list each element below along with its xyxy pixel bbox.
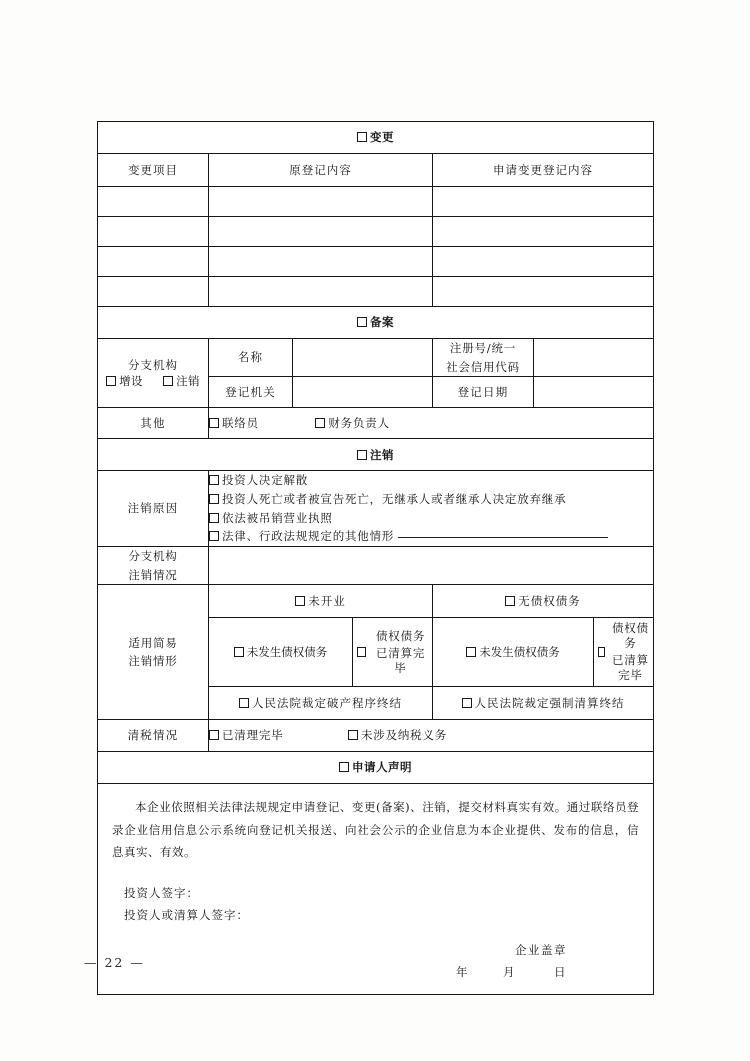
branch-cancel-checkbox-icon[interactable] — [163, 376, 173, 386]
left-debt-settled-label — [373, 628, 428, 677]
branch-regdate-label: 登记日期 — [433, 377, 534, 408]
branch-name-value[interactable] — [293, 339, 433, 377]
filing-band-row — [98, 307, 654, 339]
left-debt-settled-cell[interactable] — [353, 618, 433, 687]
not-opened-checkbox-icon[interactable] — [295, 596, 305, 606]
branch-name-label: 名称 — [209, 339, 293, 377]
bankruptcy-ended-checkbox-icon[interactable] — [239, 698, 249, 708]
finance-officer-label: 财务负责人 — [328, 416, 390, 430]
simple-no-debt-cell[interactable] — [433, 585, 654, 618]
cancel-reason-2-checkbox-icon[interactable] — [209, 494, 219, 504]
change-header-row — [98, 154, 654, 187]
branch-regdate-value[interactable] — [534, 377, 654, 408]
cancel-band-cell[interactable] — [98, 439, 654, 471]
table-row[interactable] — [98, 277, 654, 307]
change-applied-cell[interactable] — [433, 187, 654, 217]
cancel-reason-option-1[interactable] — [209, 471, 653, 490]
branch-regno-label-line2: 社会信用代码 — [446, 359, 520, 374]
declaration-body-cell — [98, 784, 654, 994]
no-debt-checkbox-icon[interactable] — [505, 596, 515, 606]
change-band-label: 变更 — [370, 130, 395, 145]
forced-liquidation-ended-cell[interactable] — [433, 687, 654, 720]
change-original-cell[interactable] — [209, 277, 433, 307]
branch-cancel-label: 注销 — [176, 374, 200, 389]
right-no-debt-occurred-label: 未发生债权债务 — [479, 644, 560, 659]
change-applied-cell[interactable] — [433, 217, 654, 247]
change-item-cell[interactable] — [98, 247, 209, 277]
not-opened-label: 未开业 — [308, 594, 346, 609]
forced-liquidation-ended-checkbox-icon[interactable] — [462, 698, 472, 708]
table-row[interactable] — [98, 217, 654, 247]
cancel-reason-1-checkbox-icon[interactable] — [209, 475, 219, 485]
tax-clearance-row — [98, 720, 654, 752]
branch-name-row — [98, 339, 654, 377]
right-debt-settled-checkbox-icon[interactable] — [598, 647, 605, 657]
cancel-reason-label: 注销原因 — [98, 471, 209, 547]
forced-liquidation-ended-label: 人民法院裁定强制清算终结 — [474, 695, 625, 710]
tax-cleared-checkbox-icon[interactable] — [209, 730, 219, 740]
change-item-cell[interactable] — [98, 187, 209, 217]
table-row[interactable] — [98, 247, 654, 277]
cancel-reason-4-checkbox-icon[interactable] — [209, 531, 219, 541]
branch-institution-label-cell — [98, 339, 209, 408]
change-col-original-header: 原登记内容 — [209, 154, 433, 187]
right-debt-settled-label-line2: 已清算完毕 — [611, 653, 649, 683]
branch-institution-label: 分支机构 — [128, 357, 178, 372]
date-day-label: 日 — [554, 964, 568, 979]
tax-clearance-label: 清税情况 — [98, 720, 209, 752]
finance-officer-checkbox-icon[interactable] — [315, 418, 325, 428]
filing-band-cell[interactable] — [98, 307, 654, 339]
declaration-checkbox-icon[interactable] — [339, 762, 349, 772]
cancel-reason-option-3[interactable] — [209, 509, 653, 528]
tax-clearance-options — [209, 720, 654, 752]
table-row[interactable] — [98, 187, 654, 217]
change-applied-cell[interactable] — [433, 247, 654, 277]
branch-cancel-status-label-line2: 注销情况 — [128, 567, 178, 582]
declaration-body-row — [98, 784, 654, 994]
cancel-reason-row — [98, 471, 654, 547]
branch-regno-label-line1: 注册号/统一 — [449, 341, 517, 355]
simple-cancel-label-line1: 适用简易 — [128, 635, 178, 650]
cancel-reason-3-checkbox-icon[interactable] — [209, 513, 219, 523]
filing-other-options — [209, 408, 654, 439]
simple-cancel-head-row — [98, 585, 654, 618]
change-band-cell[interactable] — [98, 122, 654, 154]
change-item-cell[interactable] — [98, 217, 209, 247]
branch-cancel-status-label-line1: 分支机构 — [128, 549, 178, 564]
right-debt-settled-label-line1: 债权债务 — [611, 621, 649, 651]
investor-or-liquidator-signature-line[interactable]: 投资人或清算人签字： — [124, 907, 249, 922]
no-tax-obligation-label: 未涉及纳税义务 — [360, 728, 448, 743]
declaration-text-wrap — [98, 784, 653, 869]
change-band-row — [98, 122, 654, 154]
company-seal-label: 企业盖章 — [515, 942, 568, 957]
change-original-cell[interactable] — [209, 247, 433, 277]
branch-regno-value[interactable] — [534, 339, 654, 377]
left-no-debt-occurred-cell[interactable] — [209, 618, 353, 687]
cancel-reason-3-label: 依法被吊销营业执照 — [222, 510, 333, 525]
branch-authority-value[interactable] — [293, 377, 433, 408]
tax-cleared-label: 已清理完毕 — [222, 728, 284, 743]
page-number: — 22 — — [84, 955, 145, 970]
filing-checkbox-icon[interactable] — [357, 317, 367, 327]
cancel-reason-option-4[interactable] — [209, 527, 653, 546]
date-row — [98, 962, 567, 984]
date-month-label: 月 — [503, 964, 517, 979]
branch-cancel-status-row — [98, 547, 654, 585]
declaration-paragraph: 本企业依照相关法律法规规定申请登记、变更(备案)、注销，提交材料真实有效。通过联络员登录企业信用信息公示系统向登记机关报送、向社会公示的企业信息为本企业提供、发布的信息，信息真实、有效。 — [112, 800, 640, 859]
branch-regno-label — [433, 339, 534, 377]
left-no-debt-occurred-checkbox-icon[interactable] — [234, 647, 244, 657]
change-col-item-header: 变更项目 — [98, 154, 209, 187]
branch-cancel-status-value[interactable] — [209, 547, 654, 585]
change-col-applied-header: 申请变更登记内容 — [433, 154, 654, 187]
cancel-band-label: 注销 — [370, 447, 395, 462]
change-original-cell[interactable] — [209, 217, 433, 247]
simple-cancel-label-cell — [98, 585, 209, 720]
cancel-reason-1-label: 投资人决定解散 — [222, 473, 309, 488]
declaration-band-cell[interactable] — [98, 752, 654, 784]
filing-band-label: 备案 — [370, 315, 395, 330]
right-debt-settled-label — [612, 620, 649, 684]
change-applied-cell[interactable] — [433, 277, 654, 307]
right-no-debt-occurred-cell[interactable] — [433, 618, 594, 687]
cancel-reason-2-label: 投资人死亡或者被宣告死亡，无继承人或者继承人决定放弃继承 — [222, 492, 567, 507]
left-debt-settled-checkbox-icon[interactable] — [357, 647, 366, 657]
change-original-cell[interactable] — [209, 187, 433, 217]
no-debt-label: 无债权债务 — [518, 594, 581, 609]
branch-options — [98, 373, 208, 390]
registration-form-table — [97, 121, 654, 995]
left-no-debt-occurred-label: 未发生债权债务 — [246, 644, 328, 659]
declaration-band-label: 申请人声明 — [352, 760, 413, 775]
cancel-reason-option-2[interactable] — [209, 490, 653, 509]
liaison-checkbox-icon[interactable] — [209, 418, 219, 428]
branch-add-checkbox-icon[interactable] — [106, 376, 116, 386]
filing-other-row — [98, 408, 654, 439]
seal-and-date-area — [98, 932, 653, 994]
declaration-band-row — [98, 752, 654, 784]
cancel-checkbox-icon[interactable] — [357, 450, 367, 460]
simple-not-opened-cell[interactable] — [209, 585, 433, 618]
date-year-label: 年 — [456, 964, 470, 979]
right-no-debt-occurred-checkbox-icon[interactable] — [466, 647, 476, 657]
signature-block — [98, 869, 653, 932]
no-tax-obligation-checkbox-icon[interactable] — [348, 730, 358, 740]
left-debt-settled-label-line2: 已清算完毕 — [375, 645, 426, 675]
cancel-band-row — [98, 439, 654, 471]
cancel-reason-4-label: 法律、行政法规规定的其他情形 — [222, 529, 395, 544]
cancel-reason-4-fill-input[interactable] — [398, 537, 608, 538]
liaison-label: 联络员 — [222, 416, 259, 430]
branch-add-label: 增设 — [119, 374, 143, 389]
branch-authority-label: 登记机关 — [209, 377, 293, 408]
bankruptcy-ended-label: 人民法院裁定破产程序终结 — [252, 695, 402, 710]
bankruptcy-ended-cell[interactable] — [209, 687, 433, 720]
filing-other-label: 其他 — [98, 408, 209, 439]
change-checkbox-icon[interactable] — [357, 132, 367, 142]
simple-cancel-label-line2: 注销情形 — [128, 654, 178, 669]
right-debt-settled-cell[interactable] — [594, 618, 654, 687]
left-debt-settled-label-line1: 债权债务 — [375, 628, 426, 643]
change-item-cell[interactable] — [98, 277, 209, 307]
investor-signature-line[interactable]: 投资人签字： — [124, 886, 199, 901]
cancel-reason-options — [209, 471, 654, 547]
branch-cancel-status-label — [98, 547, 209, 585]
